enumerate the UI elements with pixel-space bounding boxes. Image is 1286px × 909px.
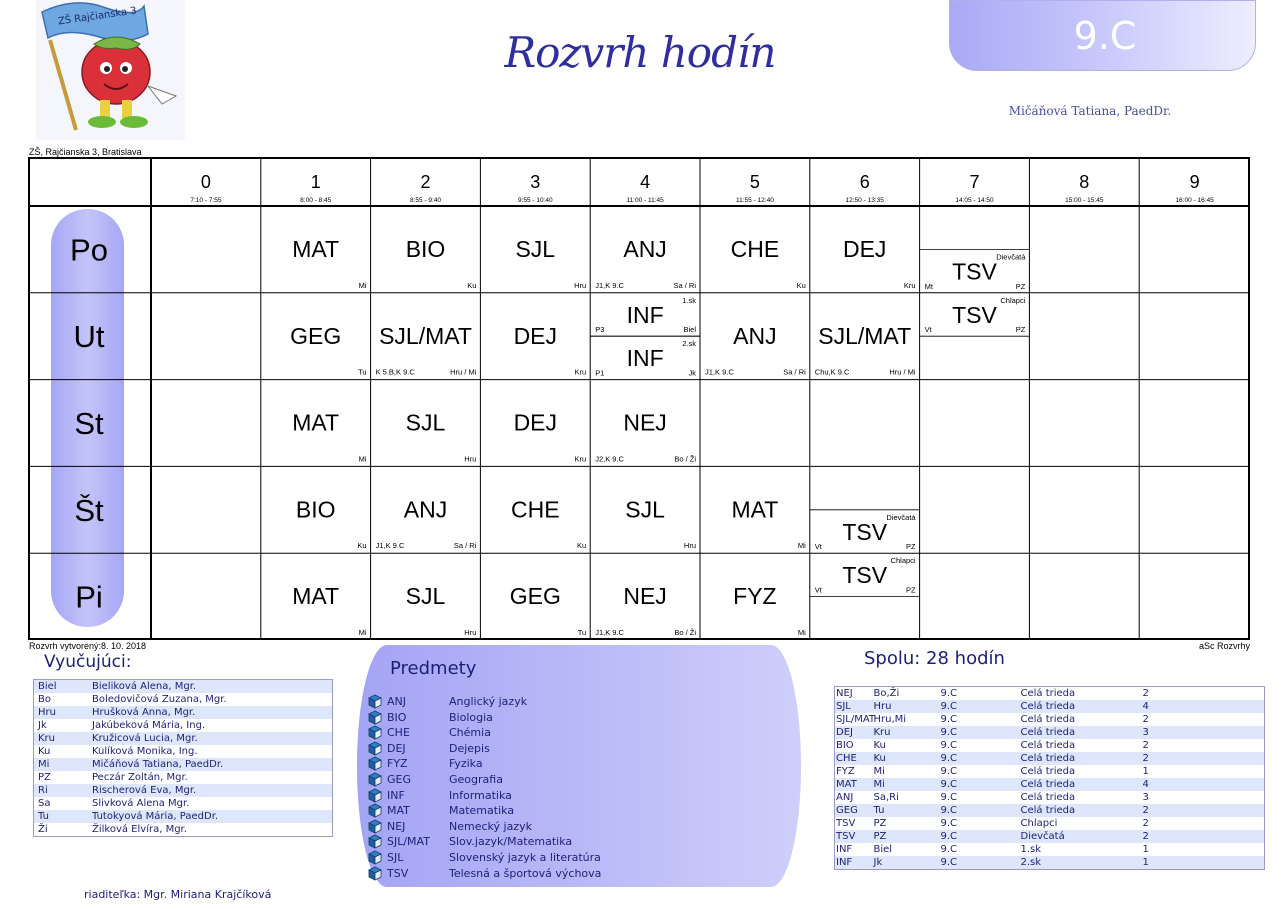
summary-row [835, 765, 1265, 778]
lesson-subject: SJL [405, 583, 446, 610]
lesson-group: J1,K 9.C [595, 628, 624, 637]
summary-teacher: PZ [873, 831, 887, 842]
period-time: 16:00 - 16:45 [1175, 197, 1214, 204]
summary-subject: ANJ [836, 792, 854, 803]
summary-subject: CHE [836, 753, 857, 764]
summary-teacher: Kru [873, 727, 891, 738]
subject-name: Informatika [449, 788, 512, 802]
subject-name: Nemecký jazyk [449, 819, 532, 833]
page-title: Rozvrh hodín [504, 28, 776, 77]
school-name: ZŠ, Rajčianska 3, Bratislava [29, 147, 142, 157]
summary-row [835, 817, 1265, 830]
summary-table [834, 686, 1265, 870]
summary-hours: 1 [1142, 766, 1149, 777]
teacher-row [34, 745, 333, 758]
lesson-teacher: Sa / Ri [673, 280, 696, 290]
lesson-subject: SJL/MAT [818, 322, 912, 349]
summary-class: 9.C [940, 779, 958, 790]
lesson-teacher: Ku [577, 541, 587, 551]
lesson-note: 2.sk [682, 339, 696, 349]
lesson-teacher: Kru [574, 367, 587, 377]
summary-hours: 3 [1142, 792, 1149, 803]
summary-class: 9.C [940, 831, 958, 842]
lesson-subject: SJL [515, 236, 556, 262]
lesson-teacher: Kru [903, 280, 916, 290]
lesson-subject: BIO [295, 496, 336, 523]
period-time: 11:00 - 11:45 [626, 197, 664, 204]
summary-teacher: Mi [873, 779, 885, 790]
summary-class: 9.C [940, 714, 958, 725]
summary-teacher: Mi [873, 766, 885, 777]
lesson-subject: BIO [405, 236, 446, 262]
period-time: 8:00 - 8:45 [300, 197, 332, 204]
period-time: 14:05 - 14:50 [955, 197, 994, 204]
summary-class: 9.C [940, 701, 958, 712]
period-number: 7 [969, 172, 980, 192]
period-time: 12:50 - 13:35 [845, 197, 884, 204]
book-icon [367, 741, 383, 757]
lesson-subject: FYZ [733, 583, 777, 610]
summary-row [835, 778, 1265, 791]
summary-hours: 1 [1142, 857, 1149, 868]
teacher-name: Bieliková Alena, Mgr. [92, 681, 197, 692]
lesson-subject: ANJ [403, 496, 448, 523]
summary-group: Celá trieda [1020, 766, 1076, 777]
teacher-row [34, 680, 333, 694]
teacher-name: Kulíková Monika, Ing. [92, 746, 198, 757]
teacher-row [34, 797, 333, 810]
lesson-subject: TSV [842, 518, 888, 545]
lesson-subject: NEJ [623, 583, 667, 610]
period-number: 4 [640, 172, 651, 192]
summary-group: Celá trieda [1020, 727, 1076, 738]
lesson-teacher: Jk [688, 368, 696, 378]
subject-code: BIO [387, 710, 407, 724]
lesson-teacher: Hru / Mi [889, 367, 916, 377]
lesson-teacher: Hru [464, 628, 477, 637]
day-label: Pi [75, 579, 103, 615]
book-icon [367, 756, 383, 772]
summary-hours: 4 [1142, 701, 1149, 712]
period-time: 15:00 - 15:45 [1065, 197, 1104, 204]
summary-teacher: Sa,Ri [873, 792, 899, 803]
lesson-teacher: Mi [358, 280, 367, 290]
day-label: St [74, 406, 104, 441]
lesson-subject: CHE [730, 236, 780, 262]
subjects-title: Predmety [390, 658, 477, 679]
summary-teacher: Bo,Ži [873, 688, 900, 699]
book-icon [367, 710, 383, 726]
summary-hours: 2 [1142, 753, 1149, 764]
lesson-subject: CHE [511, 496, 560, 523]
lesson-subject: ANJ [733, 322, 777, 349]
teacher-name: Rischerová Eva, Mgr. [92, 785, 197, 796]
summary-class: 9.C [940, 844, 958, 855]
lesson-teacher: Hru [574, 280, 587, 290]
subject-name: Fyzika [449, 757, 483, 771]
summary-subject: NEJ [836, 688, 853, 699]
book-icon [367, 850, 383, 866]
teacher-row [34, 810, 333, 823]
book-icon [367, 788, 383, 804]
subject-code: MAT [387, 804, 410, 818]
summary-row [835, 739, 1265, 752]
created-date: Rozvrh vytvorený:8. 10. 2018 [29, 641, 147, 651]
lesson-teacher: Sa / Ri [783, 367, 806, 377]
lesson-teacher: Biel [683, 325, 696, 335]
teacher-name: Peczár Zoltán, Mgr. [92, 772, 188, 783]
teacher-code: Sa [38, 798, 51, 809]
summary-hours: 2 [1142, 818, 1149, 829]
summary-teacher: Hru,Mi [873, 714, 907, 725]
teacher-row [34, 823, 333, 837]
teacher-row [34, 706, 333, 719]
teacher-name: Slivková Alena Mgr. [92, 798, 190, 809]
summary-teacher: Biel [873, 844, 893, 855]
summary-group: Celá trieda [1020, 714, 1076, 725]
day-label: Po [70, 232, 108, 268]
summary-subject: INF [836, 844, 853, 855]
subject-code: TSV [387, 866, 409, 880]
lesson-teacher: Tu [577, 628, 587, 637]
lesson-teacher: Mi [797, 541, 806, 551]
summary-group: Dievčatá [1020, 831, 1065, 842]
period-time: 7:10 - 7:55 [190, 197, 222, 204]
summary-class: 9.C [940, 766, 958, 777]
lesson-teacher: Ku [467, 280, 477, 290]
lesson-subject: TSV [952, 301, 997, 328]
teacher-name: Žilková Elvíra, Mgr. [92, 824, 187, 835]
summary-class: 9.C [940, 818, 958, 829]
summary-row [835, 700, 1265, 713]
summary-teacher: Ku [873, 753, 886, 764]
lesson-room: Mt [924, 281, 933, 291]
lesson-group: J1,K 9.C [595, 280, 624, 290]
summary-hours: 2 [1142, 740, 1149, 751]
lesson-subject: GEG [509, 583, 561, 610]
teacher-row [34, 758, 333, 771]
lesson-teacher: PZ [1015, 281, 1026, 291]
lesson-note: Dievčatá [886, 512, 916, 522]
day-label: Ut [73, 319, 105, 355]
summary-subject: DEJ [836, 727, 853, 738]
lesson-teacher: Ku [357, 541, 367, 551]
teacher-row [34, 693, 333, 706]
class-name: 9.C [1073, 14, 1137, 58]
book-icon [367, 834, 383, 850]
lesson-teacher: Mi [358, 628, 367, 637]
teacher-code: Ži [38, 824, 48, 835]
lesson-room: Vt [924, 325, 932, 335]
summary-group: Celá trieda [1020, 701, 1076, 712]
summary-group: Celá trieda [1020, 753, 1076, 764]
subject-code: DEJ [387, 741, 406, 755]
summary-subject: TSV [836, 818, 856, 829]
period-number: 6 [859, 172, 870, 192]
summary-group: Celá trieda [1020, 740, 1076, 751]
summary-group: Celá trieda [1020, 805, 1076, 816]
lesson-teacher: Hru [683, 541, 696, 551]
teacher-code: Kru [38, 733, 56, 744]
subject-name: Chémia [449, 726, 491, 740]
summary-teacher: PZ [873, 818, 887, 829]
period-time: 9:55 - 10:40 [517, 197, 553, 204]
lesson-teacher: Ku [796, 280, 806, 290]
lesson-subject: MAT [731, 496, 779, 523]
subject-name: Matematika [449, 804, 515, 818]
summary-teacher: Jk [873, 857, 883, 868]
book-icon [367, 866, 383, 882]
book-icon [367, 694, 383, 710]
lesson-teacher: Hru / Mi [450, 367, 477, 377]
summary-subject: MAT [836, 779, 857, 790]
subject-name: Slovenský jazyk a literatúra [449, 851, 601, 864]
lesson-room: Vt [814, 585, 822, 595]
teacher-row [34, 732, 333, 745]
lesson-subject: TSV [952, 258, 997, 285]
timetable-grid [28, 157, 1250, 640]
lesson-group: J1,K 9.C [375, 541, 405, 551]
grid-content [70, 172, 1214, 637]
lesson-teacher: Kru [574, 454, 587, 464]
lesson-teacher: PZ [906, 542, 916, 552]
period-number: 5 [749, 172, 760, 192]
lesson-subject: DEJ [842, 236, 887, 262]
period-number: 1 [310, 172, 321, 192]
summary-hours: 3 [1142, 727, 1149, 738]
summary-class: 9.C [940, 740, 958, 751]
lesson-subject: SJL [405, 409, 446, 436]
lesson-note: Dievčatá [996, 252, 1026, 262]
lesson-subject: SJL [625, 496, 665, 523]
lesson-group: J2,K 9.C [595, 454, 624, 464]
school-logo [36, 0, 185, 140]
total-hours: Spolu: 28 hodín [864, 648, 1005, 669]
teacher-code: Hru [38, 707, 56, 718]
lesson-subject: TSV [842, 562, 888, 589]
lesson-note: Chlapci [890, 556, 916, 566]
period-time: 8:55 - 9:40 [409, 197, 442, 204]
subject-name: Dejepis [449, 741, 490, 755]
summary-subject: SJL [836, 701, 851, 712]
period-number: 2 [420, 172, 431, 192]
summary-class: 9.C [940, 727, 958, 738]
lesson-subject: ANJ [623, 236, 667, 262]
subject-name: Geografia [449, 773, 503, 786]
book-icon [367, 819, 383, 835]
summary-row [835, 830, 1265, 843]
lesson-teacher: Tu [358, 367, 367, 377]
summary-row [835, 856, 1265, 870]
summary-hours: 4 [1142, 779, 1149, 790]
lesson-teacher: Bo / Ži [674, 628, 696, 637]
summary-subject: INF [836, 857, 853, 868]
lesson-group: K 5.B,K 9.C [375, 367, 415, 377]
teacher-name: Boledovičová Zuzana, Mgr. [92, 694, 227, 705]
teacher-name: Kružicová Lucia, Mgr. [92, 733, 198, 744]
lesson-subject: MAT [292, 583, 340, 610]
teacher-row [34, 784, 333, 797]
lesson-group: Chu,K 9.C [814, 367, 850, 377]
summary-subject: SJL/MAT [836, 714, 876, 725]
teacher-code: Bo [38, 694, 51, 705]
summary-subject: TSV [836, 831, 856, 842]
summary-group: 2.sk [1020, 857, 1042, 868]
subject-code: ANJ [387, 695, 406, 708]
summary-group: Chlapci [1020, 818, 1058, 829]
book-icon [367, 803, 383, 819]
lesson-teacher: Sa / Ri [453, 541, 477, 551]
lesson-teacher: Bo / Ži [674, 454, 696, 464]
book-icon [367, 725, 383, 741]
teacher-name: Hrušková Anna, Mgr. [92, 707, 196, 718]
summary-class: 9.C [940, 753, 958, 764]
lesson-subject: SJL/MAT [379, 322, 472, 349]
subject-code: FYZ [387, 757, 408, 771]
summary-hours: 2 [1142, 688, 1149, 699]
summary-row [835, 726, 1265, 739]
teacher-name: Mičáňová Tatiana, PaedDr. [92, 759, 224, 770]
teacher-row [34, 719, 333, 732]
summary-group: Celá trieda [1020, 688, 1076, 699]
summary-row [835, 752, 1265, 765]
logo-text: ZŠ Rajčianska 3 [57, 5, 138, 28]
summary-subject: BIO [836, 740, 854, 751]
teacher-code: Ku [38, 746, 51, 757]
summary-row [835, 843, 1265, 856]
lesson-teacher: Hru [464, 454, 477, 464]
lesson-teacher: PZ [1015, 325, 1026, 335]
summary-class: 9.C [940, 792, 958, 803]
book-icon [367, 772, 383, 788]
subject-name: Telesná a športová výchova [449, 866, 602, 880]
lesson-subject: MAT [292, 236, 340, 262]
summary-hours: 1 [1142, 844, 1149, 855]
summary-row [835, 713, 1265, 726]
subject-name: Anglický jazyk [449, 695, 528, 708]
lesson-subject: INF [626, 301, 664, 328]
summary-class: 9.C [940, 688, 958, 699]
summary-class: 9.C [940, 805, 958, 816]
summary-row [835, 804, 1265, 817]
lesson-teacher: PZ [906, 585, 916, 595]
lesson-subject: NEJ [623, 409, 667, 436]
summary-teacher: Tu [873, 805, 885, 816]
period-number: 8 [1079, 172, 1090, 192]
teacher-name: Tutokyová Mária, PaedDr. [92, 811, 219, 822]
teacher-code: PZ [38, 772, 51, 783]
grid-border [29, 158, 1249, 639]
subject-name: Biologia [449, 710, 493, 724]
summary-teacher: Hru [873, 701, 892, 712]
grid-lines [29, 158, 1249, 639]
period-number: 3 [530, 172, 541, 192]
lesson-group: J1,K 9.C [705, 367, 734, 377]
summary-hours: 2 [1142, 831, 1149, 842]
day-label: Št [74, 492, 104, 528]
teacher-code: Ri [38, 785, 48, 796]
lesson-note: 1.sk [682, 295, 696, 305]
lesson-subject: INF [626, 345, 664, 372]
lesson-room: Vt [814, 542, 822, 552]
lesson-subject: DEJ [513, 409, 558, 436]
summary-subject: GEG [836, 805, 858, 816]
summary-subject: FYZ [836, 766, 855, 777]
lesson-teacher: Mi [358, 454, 367, 464]
summary-hours: 2 [1142, 714, 1149, 725]
summary-group: Celá trieda [1020, 792, 1076, 803]
summary-group: Celá trieda [1020, 779, 1076, 790]
lesson-teacher: Mi [797, 628, 806, 637]
principal: riaditeľka: Mgr. Miriana Krajčíková [84, 888, 272, 901]
teachers-title: Vyučujúci: [44, 652, 132, 672]
summary-teacher: Ku [873, 740, 886, 751]
teacher-code: Biel [38, 681, 57, 692]
subject-code: SJL [387, 851, 404, 864]
period-number: 9 [1189, 172, 1200, 192]
teachers-table [33, 679, 333, 837]
teacher-row [34, 771, 333, 784]
lesson-subject: DEJ [513, 322, 558, 349]
subject-code: SJL/MAT [387, 835, 430, 849]
period-number: 0 [200, 172, 211, 192]
teacher-code: Mi [38, 759, 50, 770]
lesson-note: Chlapci [1000, 295, 1026, 305]
lesson-room: P1 [595, 368, 605, 378]
subject-name: Slov.jazyk/Matematika [449, 835, 573, 849]
summary-hours: 2 [1142, 805, 1149, 816]
subject-code: INF [387, 788, 405, 802]
lesson-subject: GEG [290, 322, 342, 349]
summary-class: 9.C [940, 857, 958, 868]
summary-group: 1.sk [1020, 844, 1042, 855]
summary-row [835, 687, 1265, 701]
subject-code: GEG [387, 773, 411, 786]
period-time: 11:55 - 12:40 [735, 197, 774, 204]
teacher-code: Tu [38, 811, 49, 822]
software-name: aSc Rozvrhy [1198, 641, 1250, 651]
summary-row [835, 791, 1265, 804]
lesson-room: P3 [595, 325, 605, 335]
teacher-code: Jk [38, 720, 47, 731]
teacher-name: Jakúbeková Mária, Ing. [92, 720, 206, 731]
subject-code: NEJ [387, 819, 406, 833]
class-teacher: Mičáňová Tatiana, PaedDr. [1008, 104, 1172, 118]
subject-code: CHE [387, 726, 410, 740]
lesson-subject: MAT [292, 409, 340, 436]
